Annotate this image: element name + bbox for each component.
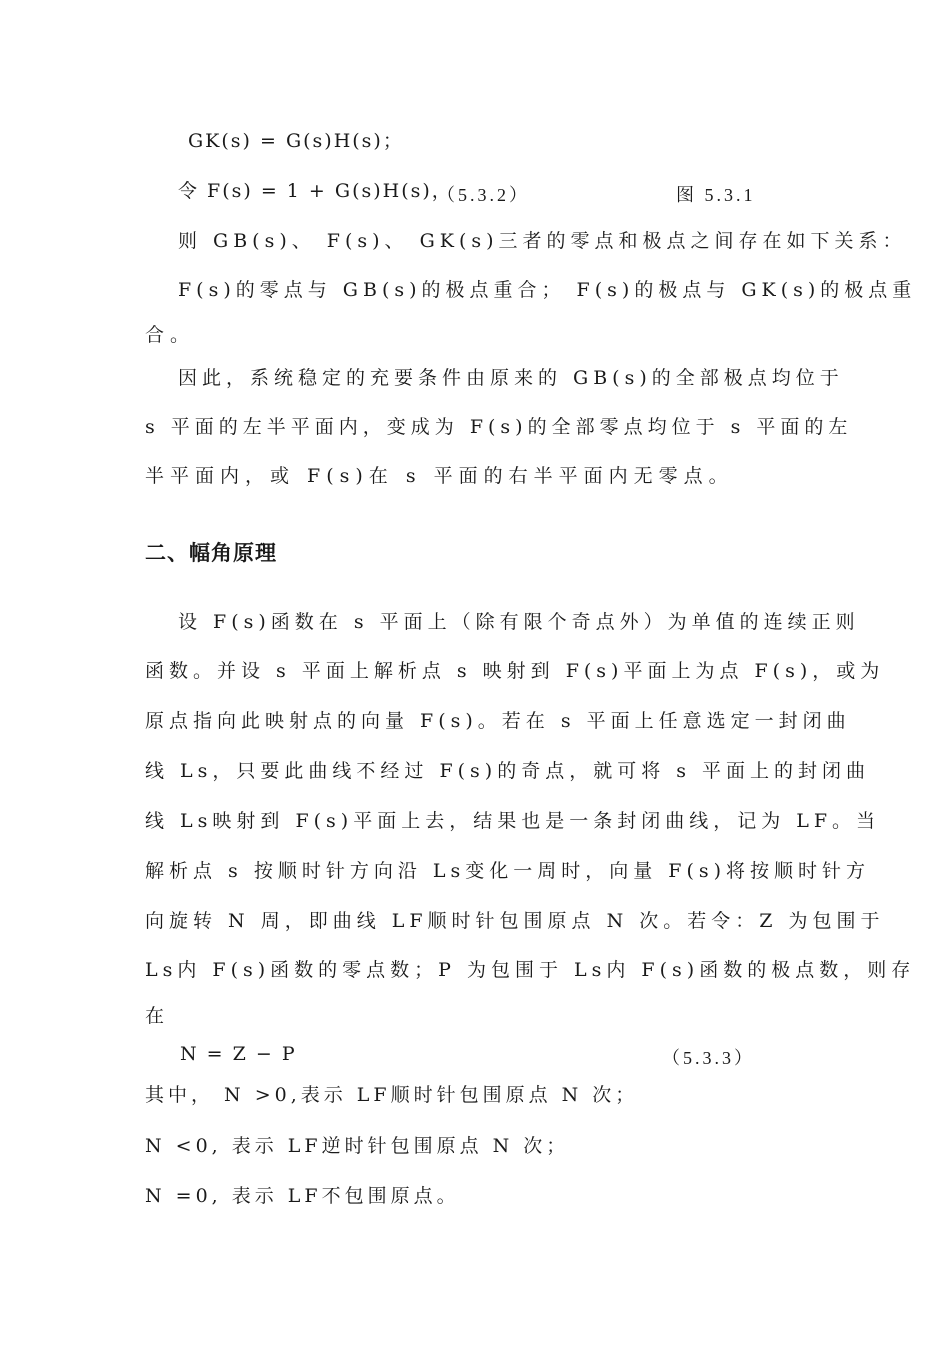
paragraph-line: 半平面内，或 F(s)在 s 平面的右半平面内无零点。 — [145, 465, 734, 487]
paragraph-line: 函数。并设 s 平面上解析点 s 映射到 F(s)平面上为点 F(s)，或为 — [145, 660, 885, 682]
paragraph-line: Ls内 F(s)函数的零点数；P 为包围于 Ls内 F(s)函数的极点数，则存 — [145, 959, 916, 981]
paragraph-line: F(s)的零点与 GB(s)的极点重合； F(s)的极点与 GK(s)的极点重 — [178, 279, 917, 301]
equation-f-definition: 令 F(s) = 1 + G(s)H(s)， — [178, 180, 453, 202]
paragraph-line: 则 GB(s)、 F(s)、 GK(s)三者的零点和极点之间存在如下关系： — [178, 230, 907, 252]
paragraph-line: 设 F(s)函数在 s 平面上（除有限个奇点外）为单值的连续正则 — [178, 611, 860, 633]
case-line: 其中， N >0,表示 LF顺时针包围原点 N 次； — [145, 1084, 639, 1106]
paragraph-line: 线 Ls，只要此曲线不经过 F(s)的奇点，就可将 s 平面上的封闭曲 — [145, 760, 871, 782]
paragraph-line: s 平面的左半平面内，变成为 F(s)的全部零点均位于 s 平面的左 — [145, 416, 853, 438]
paragraph-line: 在 — [145, 1005, 171, 1027]
equation-number: （5.3.3） — [662, 1048, 755, 1068]
section-heading: 二、幅角原理 — [145, 541, 277, 565]
figure-reference: 图 5.3.1 — [676, 185, 756, 205]
equation-argument-principle: N = Z − P — [180, 1043, 297, 1065]
paragraph-line: 解析点 s 按顺时针方向沿 Ls变化一周时，向量 F(s)将按顺时针方 — [145, 860, 871, 882]
paragraph-line: 因此，系统稳定的充要条件由原来的 GB(s)的全部极点均位于 — [178, 367, 844, 389]
paragraph-line: 向旋转 N 周，即曲线 LF顺时针包围原点 N 次。若令：Z 为包围于 — [145, 910, 885, 932]
case-line: N =0, 表示 LF不包围原点。 — [145, 1185, 460, 1207]
equation-number: （5.3.2） — [437, 185, 530, 205]
paragraph-line: 原点指向此映射点的向量 F(s)。若在 s 平面上任意选定一封闭曲 — [145, 710, 851, 732]
equation-gk: GK(s) = G(s)H(s)； — [188, 130, 404, 152]
paragraph-line: 合。 — [145, 324, 196, 346]
paragraph-line: 线 Ls映射到 F(s)平面上去，结果也是一条封闭曲线，记为 LF。当 — [145, 810, 881, 832]
case-line: N <0, 表示 LF逆时针包围原点 N 次； — [145, 1135, 570, 1157]
